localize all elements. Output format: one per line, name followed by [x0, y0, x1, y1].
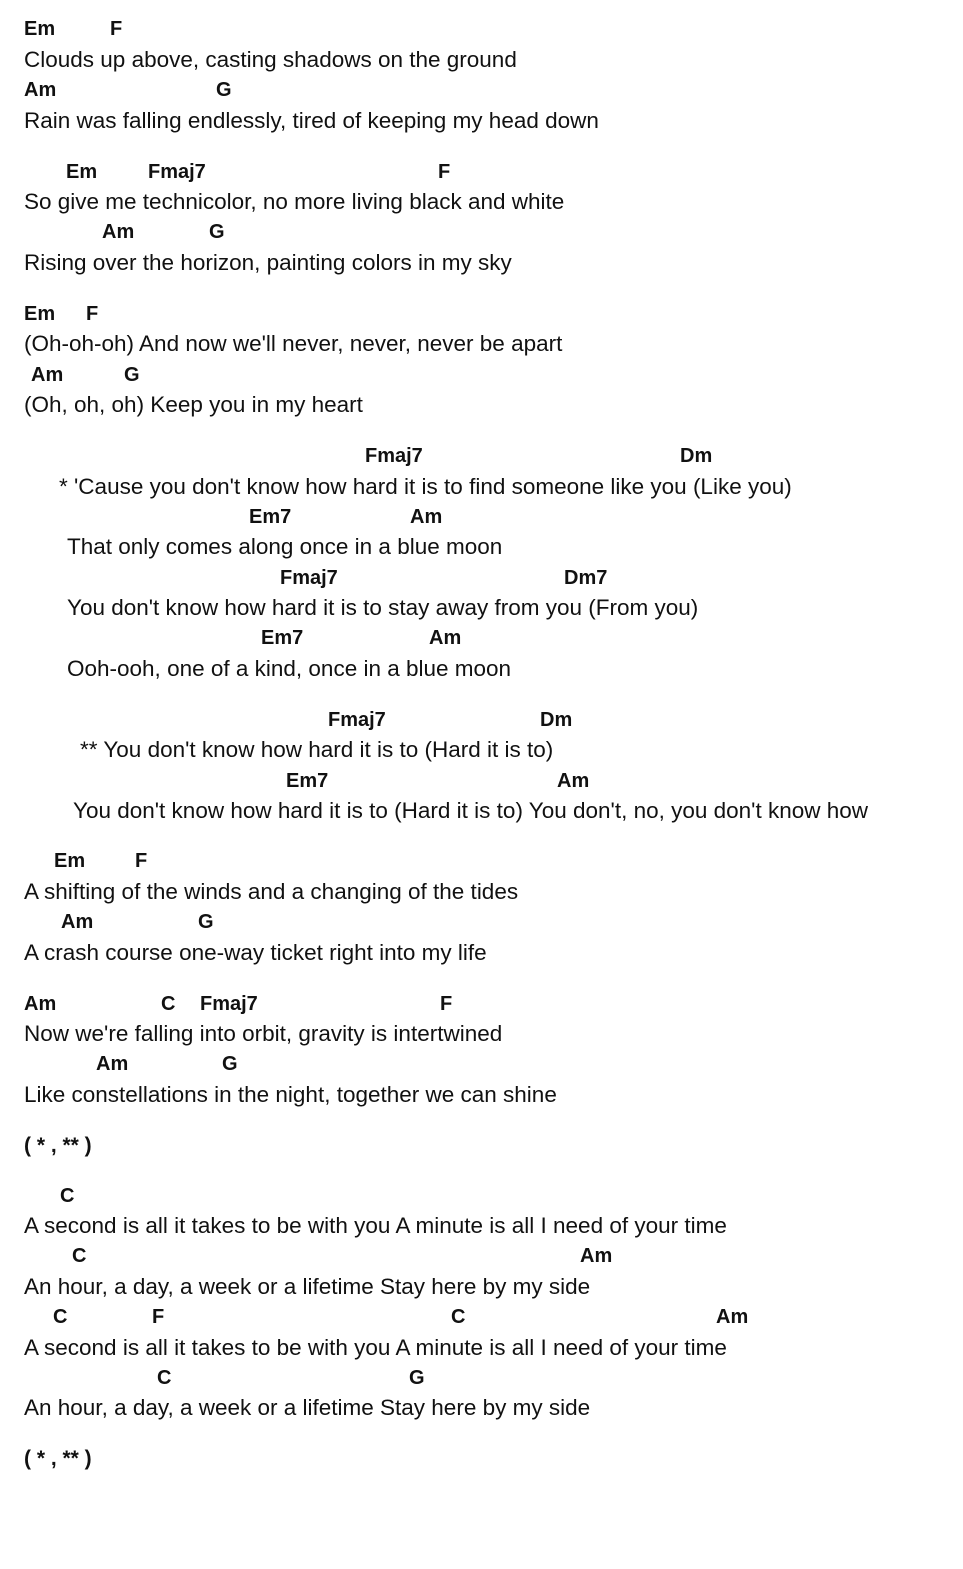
chord: Am — [429, 627, 462, 649]
chord-line — [0, 1363, 963, 1393]
chord: C — [60, 1185, 75, 1207]
lyric: Rising over the horizon, painting colors in my sky — [24, 250, 512, 275]
chord: Am — [24, 79, 57, 101]
lyric-line — [0, 1019, 963, 1049]
lyric: Ooh-ooh, one of a kind, once in a blue moon — [67, 656, 512, 681]
chord: Am — [61, 911, 94, 933]
chord-line — [0, 989, 963, 1019]
chord-line — [0, 766, 963, 796]
lyric-line — [0, 390, 963, 420]
chord: Am — [96, 1053, 129, 1075]
chord-line — [0, 563, 963, 593]
lyric: A second is all it takes to be with you A minute is all I need of your time — [24, 1335, 727, 1360]
lyric-line — [0, 248, 963, 278]
chord: Fmaj7 — [280, 567, 338, 589]
lyric-line — [0, 654, 963, 684]
lyric: * 'Cause you don't know how hard it is to find someone like you (Like you) — [59, 474, 792, 499]
lyric-line — [0, 1333, 963, 1363]
chord-line — [0, 360, 963, 390]
chord: G — [209, 221, 225, 243]
chord: Em7 — [261, 627, 304, 649]
chord: Am — [410, 506, 443, 528]
lyric-line — [0, 329, 963, 359]
lyric: A crash course one-way ticket right into my life — [24, 940, 487, 965]
chord: C — [161, 993, 176, 1015]
chord: Fmaj7 — [200, 993, 258, 1015]
lyric: A second is all it takes to be with you A minute is all I need of your time — [24, 1213, 727, 1238]
repeat-marker-line — [0, 1444, 963, 1474]
chord: Am — [580, 1245, 613, 1267]
chord: Em — [24, 303, 56, 325]
lyric-line — [0, 938, 963, 968]
lyric: A shifting of the winds and a changing of the tides — [24, 879, 519, 904]
chord: Fmaj7 — [365, 445, 423, 467]
chord-line — [0, 623, 963, 653]
chord: Am — [716, 1306, 749, 1328]
lyric: Rain was falling endlessly, tired of keeping my head down — [24, 108, 599, 133]
lyric: (Oh, oh, oh) Keep you in my heart — [24, 392, 363, 417]
chord: C — [72, 1245, 87, 1267]
chord-line — [0, 1241, 963, 1271]
lyric: You don't know how hard it is to (Hard it is to) You don't, no, you don't know how — [73, 798, 869, 823]
chord: Em — [66, 161, 98, 183]
lyric-line — [0, 532, 963, 562]
chord: C — [451, 1306, 466, 1328]
chord: C — [157, 1367, 172, 1389]
lyric-line — [0, 1272, 963, 1302]
chord-line — [0, 1302, 963, 1332]
chord-line — [0, 441, 963, 471]
chord: Dm — [540, 709, 573, 731]
chord: Am — [557, 770, 590, 792]
chord: G — [409, 1367, 425, 1389]
chord-line — [0, 907, 963, 937]
chord: Em7 — [286, 770, 329, 792]
chord-line — [0, 846, 963, 876]
chord: F — [110, 18, 123, 40]
lyric: An hour, a day, a week or a lifetime Stay here by my side — [24, 1274, 591, 1299]
chord: Em — [24, 18, 56, 40]
chord-line — [0, 157, 963, 187]
lyric: You don't know how hard it is to stay away from you (From you) — [67, 595, 699, 620]
lyric-line — [0, 877, 963, 907]
lyric: Now we're falling into orbit, gravity is intertwined — [24, 1021, 503, 1046]
lyric: An hour, a day, a week or a lifetime Stay here by my side — [24, 1395, 591, 1420]
chord: Dm7 — [564, 567, 608, 589]
chord: Am — [102, 221, 135, 243]
repeat-marker: ( * , ** ) — [24, 1134, 92, 1157]
lyric-line — [0, 735, 963, 765]
chord-line — [0, 502, 963, 532]
chord-line — [0, 1049, 963, 1079]
chord: F — [152, 1306, 165, 1328]
lyric: Like constellations in the night, together we can shine — [24, 1082, 557, 1107]
lyric: That only comes along once in a blue moon — [67, 534, 503, 559]
chord: G — [222, 1053, 238, 1075]
lyric: ** You don't know how hard it is to (Hard it is to) — [80, 737, 554, 762]
chord: F — [86, 303, 99, 325]
repeat-marker-line — [0, 1131, 963, 1161]
chord: Fmaj7 — [148, 161, 206, 183]
lyric: Clouds up above, casting shadows on the ground — [24, 47, 517, 72]
chord: Dm — [680, 445, 713, 467]
lyric-line — [0, 1211, 963, 1241]
chord: F — [440, 993, 453, 1015]
lyric: (Oh-oh-oh) And now we'll never, never, never be apart — [24, 331, 563, 356]
chord-line — [0, 1181, 963, 1211]
lyric-line — [0, 1080, 963, 1110]
lyric-line — [0, 1393, 963, 1423]
chord: F — [438, 161, 451, 183]
lyric-line — [0, 593, 963, 623]
chord: Fmaj7 — [328, 709, 386, 731]
chord: Am — [24, 993, 57, 1015]
chord: G — [124, 364, 140, 386]
chord-line — [0, 217, 963, 247]
lyric: So give me technicolor, no more living black and white — [24, 189, 565, 214]
lyric-line — [0, 106, 963, 136]
chord-line — [0, 14, 963, 44]
lyric-line — [0, 796, 963, 826]
chord-line — [0, 705, 963, 735]
chord: Em7 — [249, 506, 292, 528]
chord: F — [135, 850, 148, 872]
chord: G — [216, 79, 232, 101]
lyric-line — [0, 45, 963, 75]
chord-line — [0, 299, 963, 329]
repeat-marker: ( * , ** ) — [24, 1447, 92, 1470]
chord: Am — [31, 364, 64, 386]
lyric-line — [0, 472, 963, 502]
chord: C — [53, 1306, 68, 1328]
chord: Em — [54, 850, 86, 872]
chord-line — [0, 75, 963, 105]
chord: G — [198, 911, 214, 933]
lyric-line — [0, 187, 963, 217]
